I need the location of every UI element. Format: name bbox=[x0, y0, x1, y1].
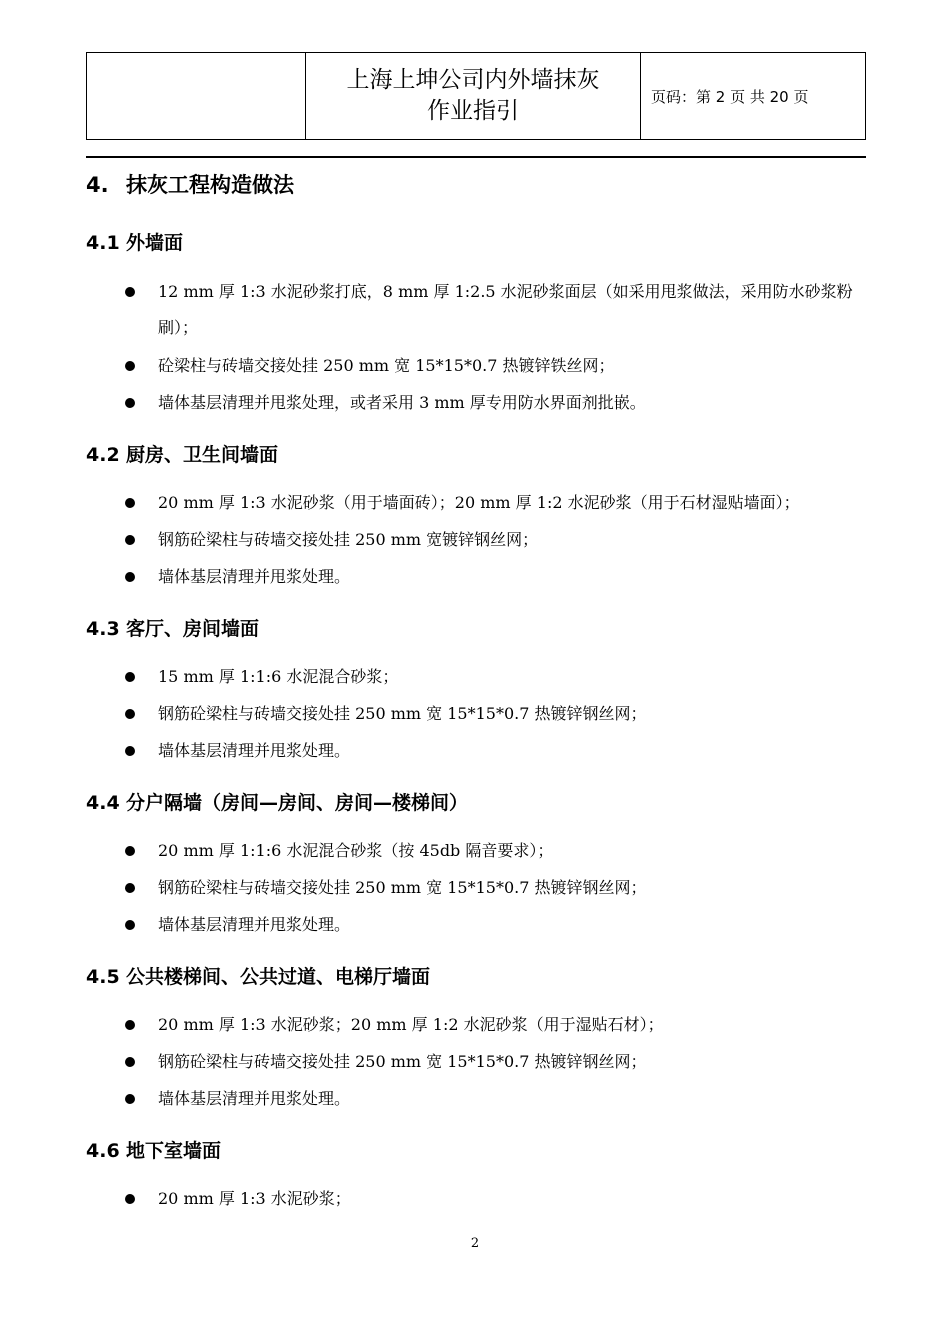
header-table bbox=[86, 52, 866, 140]
subsection-title: 公共楼梯间、公共过道、电梯厅墙面 bbox=[126, 966, 431, 988]
list-item bbox=[125, 1081, 870, 1117]
list-item-text: 墙体基层清理并甩浆处理，或者采用 3 mm 厚专用防水界面剂批嵌。 bbox=[158, 393, 646, 412]
subsection-heading bbox=[86, 962, 430, 989]
bullet-icon bbox=[125, 846, 135, 856]
list-item-text: 墙体基层清理并甩浆处理。 bbox=[158, 741, 351, 760]
bullet-icon bbox=[125, 883, 135, 893]
list-item bbox=[125, 485, 870, 521]
list-item bbox=[125, 348, 870, 384]
document-title-line-2: 作业指引 bbox=[427, 98, 519, 124]
bullet-icon bbox=[125, 920, 135, 930]
document-title-line-1: 上海上坤公司内外墙抹灰 bbox=[346, 67, 600, 93]
bullet-icon bbox=[125, 672, 135, 682]
subsection-title: 客厅、房间墙面 bbox=[126, 618, 260, 640]
list-item-text: 20 mm 厚 1:1:6 水泥混合砂浆（按 45db 隔音要求）； bbox=[158, 841, 554, 860]
list-item bbox=[125, 870, 870, 906]
list-item bbox=[125, 522, 870, 558]
section-number: 4. bbox=[86, 173, 109, 197]
subsection-heading bbox=[86, 228, 183, 255]
header-divider bbox=[86, 156, 866, 158]
subsection-heading bbox=[86, 614, 259, 641]
bullet-icon bbox=[125, 746, 135, 756]
list-item-text: 钢筋砼梁柱与砖墙交接处挂 250 mm 宽镀锌钢丝网； bbox=[158, 530, 539, 549]
subsection-number: 4.5 bbox=[86, 966, 120, 988]
list-item-text: 钢筋砼梁柱与砖墙交接处挂 250 mm 宽 15*15*0.7 热镀锌钢丝网； bbox=[158, 1052, 647, 1071]
section-heading bbox=[86, 169, 294, 199]
bullet-icon bbox=[125, 1194, 135, 1204]
list-item bbox=[125, 1181, 870, 1217]
list-item-text: 20 mm 厚 1:3 水泥砂浆；20 mm 厚 1:2 水泥砂浆（用于湿贴石材）； bbox=[158, 1015, 664, 1034]
list-item bbox=[125, 659, 870, 695]
subsection-heading bbox=[86, 1136, 221, 1163]
subsection-title: 地下室墙面 bbox=[126, 1140, 222, 1162]
logo-cell bbox=[87, 53, 306, 139]
subsection-title: 厨房、卫生间墙面 bbox=[126, 444, 279, 466]
bullet-icon bbox=[125, 1020, 135, 1030]
list-item-text: 钢筋砼梁柱与砖墙交接处挂 250 mm 宽 15*15*0.7 热镀锌钢丝网； bbox=[158, 704, 647, 723]
subsection-title: 外墙面 bbox=[126, 232, 184, 254]
bullet-icon bbox=[125, 535, 135, 545]
list-item bbox=[125, 833, 870, 869]
document-title bbox=[306, 53, 641, 139]
page-info: 页码：第 2 页 共 20 页 bbox=[651, 87, 809, 106]
subsection-title: 分户隔墙（房间—房间、房间—楼梯间） bbox=[126, 792, 469, 814]
bullet-icon bbox=[125, 1094, 135, 1104]
subsection-number: 4.2 bbox=[86, 444, 120, 466]
list-item bbox=[125, 274, 870, 346]
subsection-heading bbox=[86, 440, 278, 467]
bullet-icon bbox=[125, 361, 135, 371]
bullet-icon bbox=[125, 498, 135, 508]
bullet-icon bbox=[125, 709, 135, 719]
list-item-text: 墙体基层清理并甩浆处理。 bbox=[158, 915, 351, 934]
list-item bbox=[125, 733, 870, 769]
list-item-text: 墙体基层清理并甩浆处理。 bbox=[158, 567, 351, 586]
list-item-text: 20 mm 厚 1:3 水泥砂浆（用于墙面砖）；20 mm 厚 1:2 水泥砂浆（用于石材湿贴墙面）； bbox=[158, 493, 800, 512]
bullet-icon bbox=[125, 572, 135, 582]
subsection-number: 4.1 bbox=[86, 232, 120, 254]
list-item-text: 20 mm 厚 1:3 水泥砂浆； bbox=[158, 1189, 351, 1208]
list-item-text: 12 mm 厚 1:3 水泥砂浆打底，8 mm 厚 1:2.5 水泥砂浆面层（如采用甩浆做法，采用防水砂浆粉刷）； bbox=[158, 282, 853, 337]
list-item bbox=[125, 385, 870, 421]
subsection-number: 4.3 bbox=[86, 618, 120, 640]
subsection-number: 4.6 bbox=[86, 1140, 120, 1162]
subsection-number: 4.4 bbox=[86, 792, 120, 814]
page-number: 2 bbox=[470, 1236, 480, 1251]
list-item bbox=[125, 1007, 870, 1043]
subsection-heading bbox=[86, 788, 468, 815]
bullet-icon bbox=[125, 1057, 135, 1067]
list-item-text: 钢筋砼梁柱与砖墙交接处挂 250 mm 宽 15*15*0.7 热镀锌钢丝网； bbox=[158, 878, 647, 897]
list-item bbox=[125, 1044, 870, 1080]
list-item bbox=[125, 696, 870, 732]
bullet-icon bbox=[125, 287, 135, 297]
section-title: 抹灰工程构造做法 bbox=[126, 173, 294, 197]
list-item-text: 砼梁柱与砖墙交接处挂 250 mm 宽 15*15*0.7 热镀锌铁丝网； bbox=[158, 356, 615, 375]
list-item bbox=[125, 907, 870, 943]
list-item-text: 15 mm 厚 1:1:6 水泥混合砂浆； bbox=[158, 667, 399, 686]
list-item bbox=[125, 559, 870, 595]
bullet-icon bbox=[125, 398, 135, 408]
list-item-text: 墙体基层清理并甩浆处理。 bbox=[158, 1089, 351, 1108]
